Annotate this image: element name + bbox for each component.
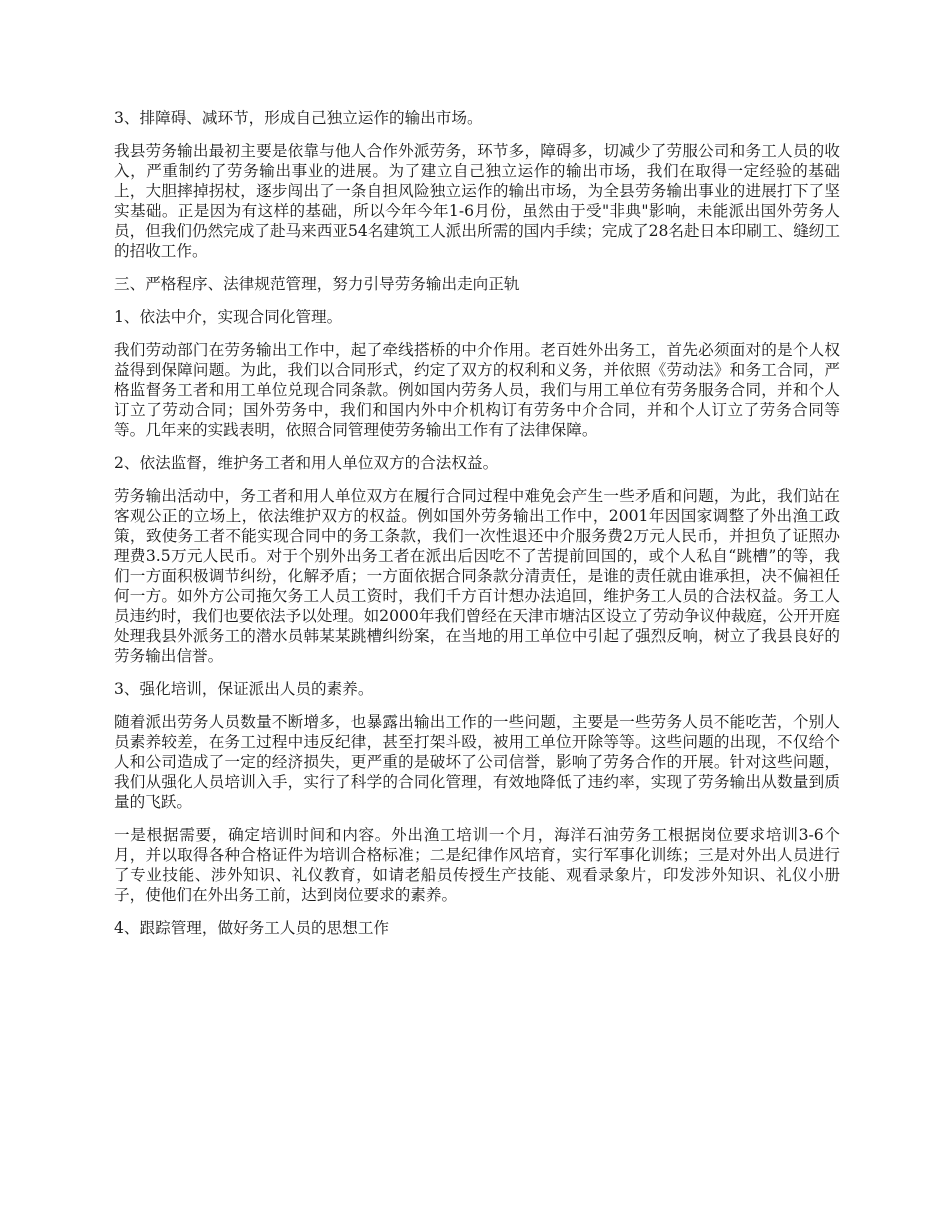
section-heading-4-tracking: 4、跟踪管理，做好务工人员的思想工作 bbox=[114, 919, 390, 937]
section-heading-1-contract-management: 1、依法中介，实现合同化管理。 bbox=[114, 308, 343, 326]
paragraph-training-problems: 随着派出劳务人员数量不断增多，也暴露出输出工作的一些问题，主要是一些劳务人员不能吃苦，个别人员素养较差，在务工过程中违反纪律，甚至打架斗殴，被用工单位开除等等。这些问题的出现，不仅给个人和公司造成了一定的经济损失，更严重的是破坏了公司信誉，影响了劳务合作的开展。针对这些问题，我们从强化人员培训入手，实行了科学的合同化管理，有效地降低了违约率，实现了劳务输出从数量到质量的飞跃。 bbox=[114, 713, 840, 811]
document-page bbox=[114, 108, 840, 951]
paragraph-independent-market: 我县劳务输出最初主要是依靠与他人合作外派劳务，环节多，障碍多，切减少了劳服公司和务工人员的收入，严重制约了劳务输出事业的进展。为了建立自己独立运作的输出市场，我们在取得一定经验的基础上，大胆摔掉拐杖，逐步闯出了一条自担风险独立运作的输出市场，为全县劳务输出事业的进展打下了坚实基础。正是因为有这样的基础，所以今年今年1-6月份，虽然由于受"非典"影响，未能派出国外劳务人员，但我们仍然完成了赴马来西亚54名建筑工人派出所需的国内手续；完成了28名赴日本印刷工、缝纫工的招收工作。 bbox=[114, 142, 840, 260]
paragraph-legal-supervision: 劳务输出活动中，务工者和用人单位双方在履行合同过程中难免会产生一些矛盾和问题，为此，我们站在客观公正的立场上，依法维护双方的权益。例如国外劳务输出工作中，2001年因国家调整了外出渔工政策，致使务工者不能实现合同中的务工条款，我们一次性退还中介服务费2万元人民币，并担负了证照办理费3.5万元人民币。对于个别外出务工者在派出后因吃不了苦提前回国的，或个人私自“跳槽”的等，我们一方面积极调节纠纷，化解矛盾；一方面依据合同条款分清责任，是谁的责任就由谁承担，决不偏袒任何一方。如外方公司拖欠务工人员工资时，我们千方百计想办法追回，维护务工人员的合法权益。务工人员违约时，我们也要依法予以处理。如2000年我们曾经在天津市塘沽区设立了劳动争议仲裁庭，公开开庭处理我县外派务工的潜水员韩某某跳槽纠纷案，在当地的用工单位中引起了强烈反响，树立了我县良好的劳务输出信誉。 bbox=[114, 487, 840, 665]
paragraph-training-measures: 一是根据需要，确定培训时间和内容。外出渔工培训一个月，海洋石油劳务工根据岗位要求培训3-6个月，并以取得各种合格证件为培训合格标准；二是纪律作风培育，实行军事化训练；三是对外出人员进行了专业技能、涉外知识、礼仪教育，如请老船员传授生产技能、观看录象片，印发涉外知识、礼仪小册子，使他们在外出务工前，达到岗位要求的素养。 bbox=[114, 826, 840, 904]
section-heading-three-legal-management: 三、严格程序、法律规范管理，努力引导劳务输出走向正轨 bbox=[114, 275, 520, 293]
section-heading-3-independent-market: 3、排障碍、减环节，形成自己独立运作的输出市场。 bbox=[114, 109, 483, 127]
section-heading-3-training: 3、强化培训，保证派出人员的素养。 bbox=[114, 680, 374, 698]
section-heading-2-legal-supervision: 2、依法监督，维护务工者和用人单位双方的合法权益。 bbox=[114, 454, 499, 472]
paragraph-contract-management: 我们劳动部门在劳务输出工作中，起了牵线搭桥的中介作用。老百姓外出务工，首先必须面对的是个人权益得到保障问题。为此，我们以合同形式，约定了双方的权利和义务，并依照《劳动法》和务工合同，严格监督务工者和用工单位兑现合同条款。例如国内劳务人员，我们与用工单位有劳务服务合同，并和个人订立了劳动合同；国外劳务中，我们和国内外中介机构订有劳务中介合同，并和个人订立了劳务合同等等。几年来的实践表明，依照合同管理使劳务输出工作有了法律保障。 bbox=[114, 341, 840, 439]
